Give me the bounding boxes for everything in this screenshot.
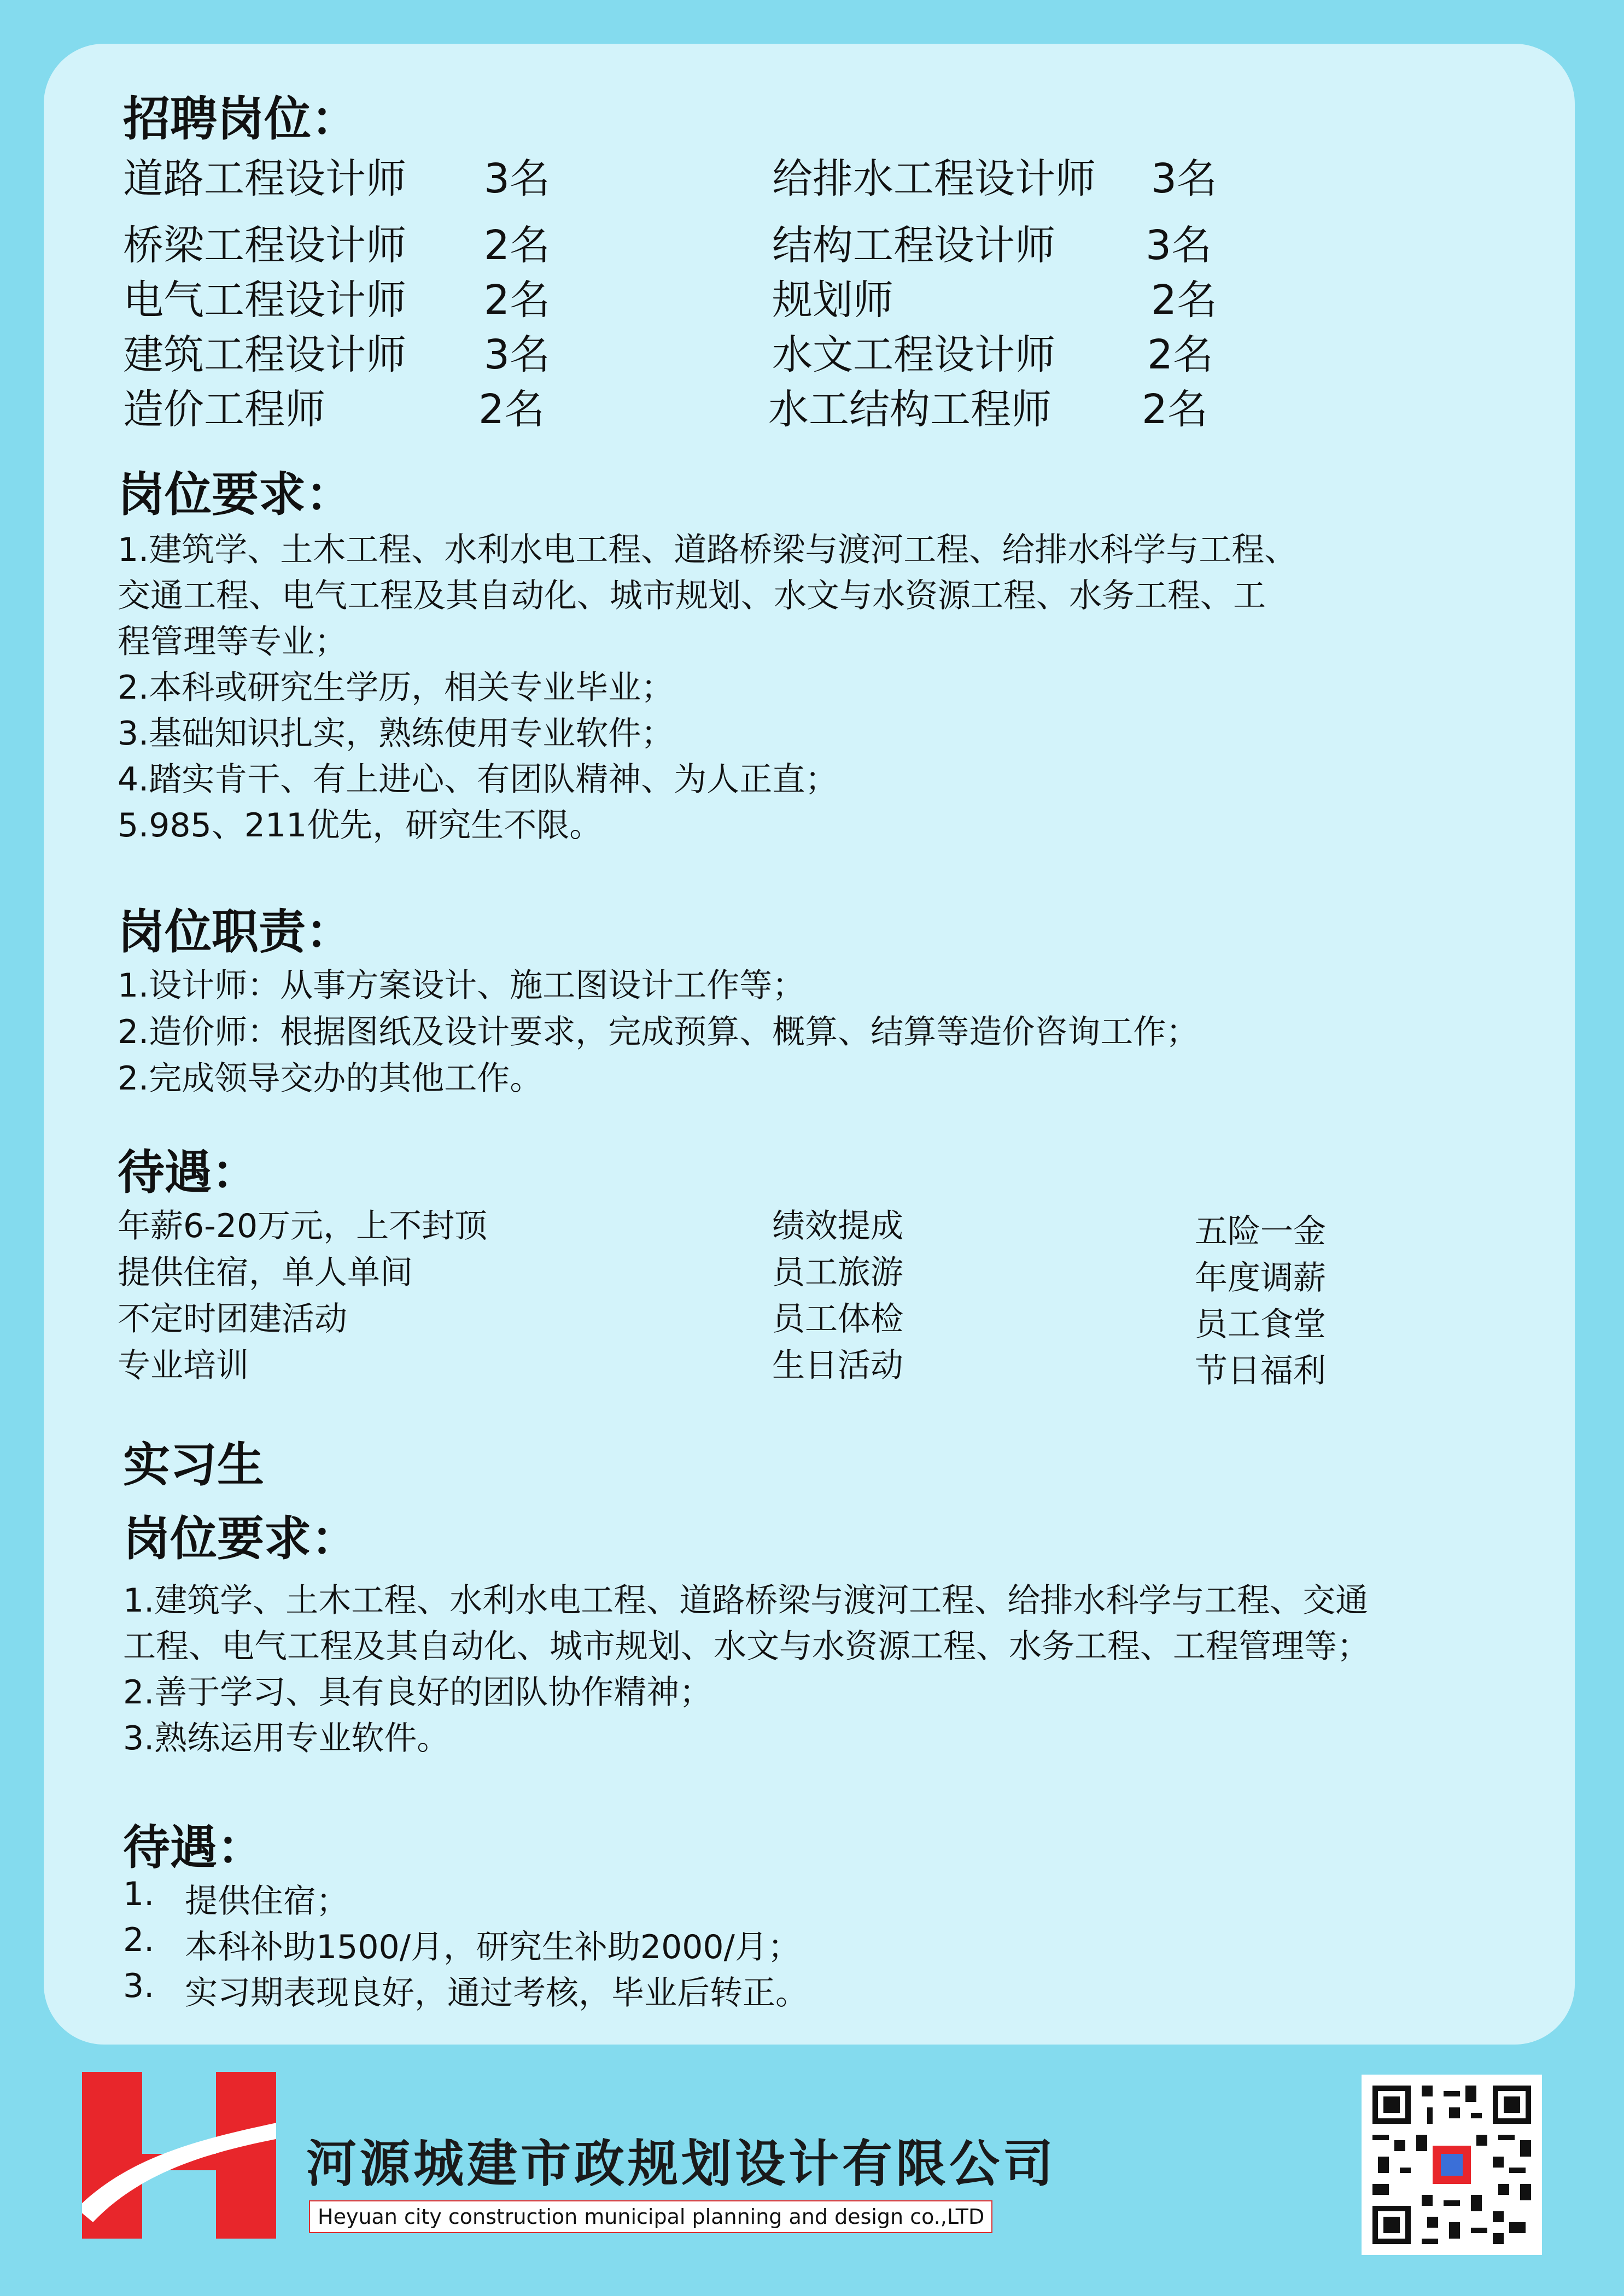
position-title: 造价工程师: [123, 386, 325, 433]
intern-requirements-heading: 岗位要求：: [123, 1512, 358, 1566]
benefit-item: 提供住宿，单人单间: [118, 1254, 413, 1292]
position-title: 道路工程设计师: [123, 155, 406, 202]
position-count: 2名: [1142, 386, 1208, 433]
position-count: 3名: [1151, 155, 1218, 202]
intern-title: 实习生: [123, 1438, 264, 1492]
position-count: 2名: [1147, 331, 1214, 378]
intern-benefits-heading: 待遇：: [123, 1820, 264, 1875]
intern-benefit-number: 3.: [123, 1967, 155, 2005]
benefit-item: 员工食堂: [1195, 1305, 1326, 1344]
intern-requirement-line: 工程、电气工程及其自动化、城市规划、水文与水资源工程、水务工程、工程管理等；: [123, 1627, 1370, 1666]
intern-benefit-text: 本科补助1500/月，研究生补助2000/月；: [185, 1928, 801, 1966]
requirement-line: 程管理等专业；: [118, 623, 347, 661]
duty-line: 1.设计师：从事方案设计、施工图设计工作等；: [118, 967, 805, 1005]
position-count: 2名: [484, 222, 551, 269]
requirement-line: 1.建筑学、土木工程、水利水电工程、道路桥梁与渡河工程、给排水科学与工程、: [118, 531, 1298, 569]
company-name-cn: 河源城建市政规划设计有限公司: [306, 2135, 1057, 2193]
position-count: 2名: [484, 277, 551, 324]
position-title: 给排水工程设计师: [772, 155, 1096, 202]
benefit-item: 年薪6-20万元，上不封顶: [118, 1207, 488, 1245]
position-title: 建筑工程设计师: [123, 331, 406, 378]
recruit-heading: 招聘岗位：: [123, 92, 358, 147]
intern-requirement-line: 3.熟练运用专业软件。: [123, 1719, 450, 1758]
requirement-line: 交通工程、电气工程及其自动化、城市规划、水文与水资源工程、水务工程、工: [118, 577, 1266, 615]
requirement-line: 3.基础知识扎实，熟练使用专业软件；: [118, 714, 674, 753]
position-title: 结构工程设计师: [772, 222, 1055, 269]
benefit-item: 五险一金: [1195, 1213, 1326, 1251]
position-count: 2名: [1151, 277, 1218, 324]
company-name-en: Heyuan city construction municipal planning and design co.,LTD: [318, 2205, 985, 2229]
requirement-line: 5.985、211优先，研究生不限。: [118, 806, 603, 845]
duty-line: 2.完成领导交办的其他工作。: [118, 1059, 543, 1098]
position-count: 3名: [484, 155, 551, 202]
company-name-en-box: [309, 2200, 992, 2233]
intern-benefit-text: 提供住宿；: [185, 1882, 349, 1920]
intern-benefit-number: 1.: [123, 1875, 155, 1913]
benefit-item: 生日活动: [772, 1346, 903, 1385]
benefit-item: 员工体检: [772, 1300, 903, 1338]
benefit-item: 节日福利: [1195, 1352, 1326, 1390]
qr-code-icon: [1362, 2075, 1542, 2255]
position-title: 桥梁工程设计师: [123, 222, 406, 269]
position-count: 3名: [1146, 222, 1212, 269]
position-title: 水文工程设计师: [772, 331, 1055, 378]
intern-requirement-line: 1.建筑学、土木工程、水利水电工程、道路桥梁与渡河工程、给排水科学与工程、交通: [123, 1582, 1369, 1620]
position-title: 规划师: [772, 277, 893, 324]
position-count: 3名: [484, 331, 551, 378]
requirements-heading: 岗位要求：: [118, 467, 353, 522]
intern-benefit-text: 实习期表现良好，通过考核，毕业后转正。: [185, 1974, 808, 2012]
position-title: 电气工程设计师: [123, 277, 406, 324]
benefit-item: 专业培训: [118, 1346, 249, 1385]
benefit-item: 绩效提成: [772, 1207, 903, 1245]
benefit-item: 不定时团建活动: [118, 1300, 347, 1338]
requirement-line: 4.踏实肯干、有上进心、有团队精神、为人正直；: [118, 760, 838, 799]
duties-heading: 岗位职责：: [118, 905, 353, 959]
benefit-item: 员工旅游: [772, 1254, 903, 1292]
requirement-line: 2.本科或研究生学历，相关专业毕业；: [118, 669, 674, 707]
intern-requirement-line: 2.善于学习、具有良好的团队协作精神；: [123, 1673, 712, 1712]
company-logo-icon: [82, 2072, 276, 2239]
position-count: 2名: [478, 386, 545, 433]
duty-line: 2.造价师：根据图纸及设计要求，完成预算、概算、结算等造价咨询工作；: [118, 1013, 1199, 1051]
intern-benefit-number: 2.: [123, 1921, 155, 1959]
position-title: 水工结构工程师: [768, 386, 1051, 433]
benefits-heading: 待遇：: [118, 1145, 259, 1200]
benefit-item: 年度调薪: [1195, 1259, 1326, 1297]
